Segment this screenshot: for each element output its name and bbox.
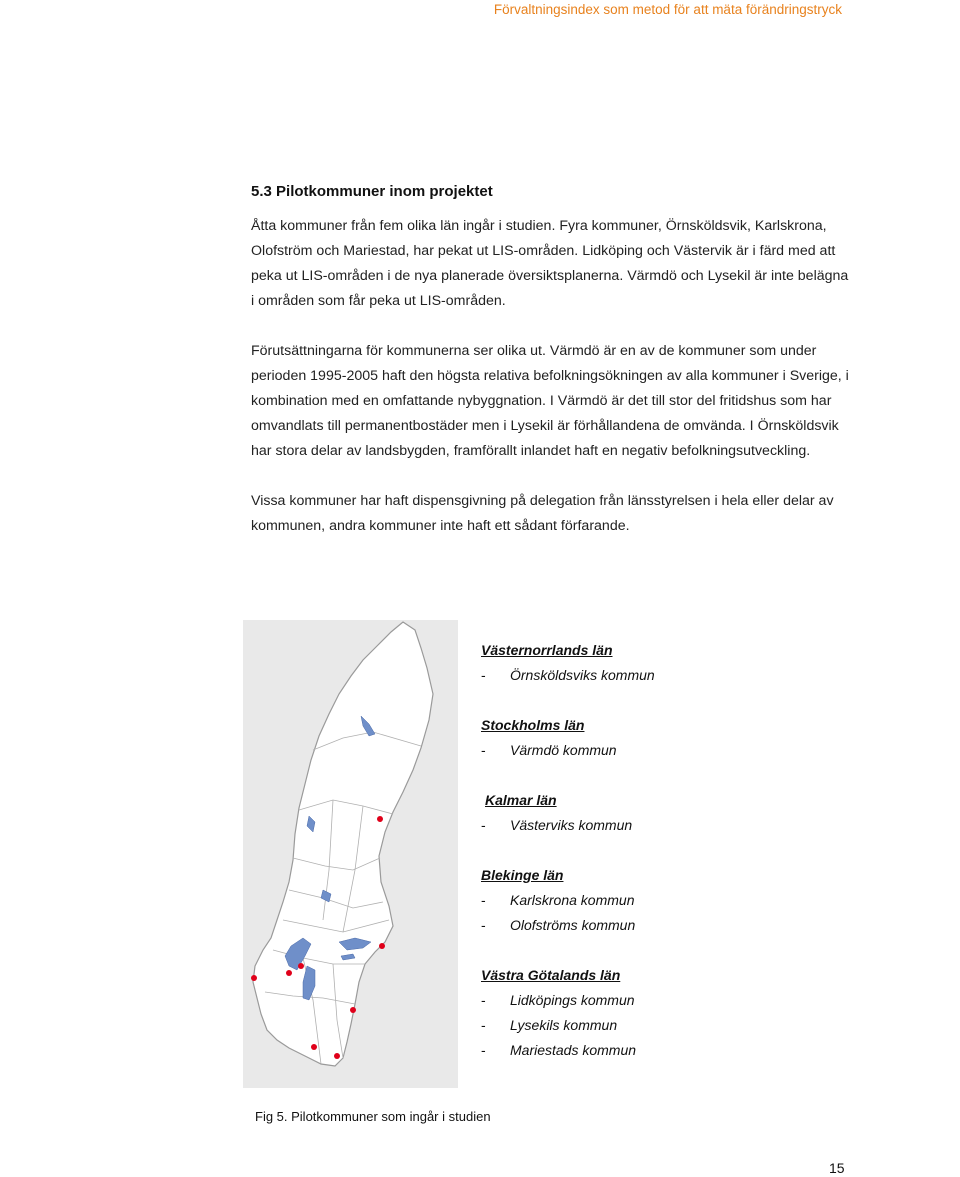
legend-item-label: Karlskrona kommun — [510, 892, 635, 908]
sweden-map-graphic — [243, 620, 458, 1088]
legend-group-kalmar — [481, 788, 841, 838]
legend-item-label: Örnsköldsviks kommun — [510, 667, 655, 683]
legend-item-label: Värmdö kommun — [510, 742, 617, 758]
legend-group-vasternorrland — [481, 638, 841, 688]
marker-karlskrona — [334, 1053, 340, 1059]
marker-lidkoping — [286, 970, 292, 976]
legend-group-title: Stockholms län — [481, 717, 585, 733]
running-header: Förvaltningsindex som metod för att mäta förändringstryck — [493, 2, 842, 17]
legend-dash: - — [481, 667, 486, 683]
marker-lysekil — [251, 975, 257, 981]
legend-group-title: Västernorrlands län — [481, 642, 613, 658]
legend-item — [481, 913, 841, 938]
legend-group-blekinge — [481, 863, 841, 938]
legend-group-vastra-gotaland — [481, 963, 841, 1063]
legend-item-label: Lidköpings kommun — [510, 992, 635, 1008]
section-title: 5.3 Pilotkommuner inom projektet — [251, 183, 493, 200]
marker-vastervik — [350, 1007, 356, 1013]
legend-item — [481, 813, 841, 838]
legend-item-label: Lysekils kommun — [510, 1017, 618, 1033]
legend-group-stockholm — [481, 713, 841, 763]
legend-item-label: Västerviks kommun — [510, 817, 633, 833]
legend-dash: - — [481, 742, 486, 758]
legend-item — [481, 988, 841, 1013]
sweden-map — [243, 620, 458, 1088]
marker-olofstrom — [311, 1044, 317, 1050]
figure-caption: Fig 5. Pilotkommuner som ingår i studien — [255, 1109, 491, 1124]
legend-dash: - — [481, 1017, 486, 1033]
legend-item-label: Olofströms kommun — [510, 917, 636, 933]
paragraph-3: Vissa kommuner har haft dispensgivning på delegation från länsstyrelsen i hela eller delar av kommunen, andra kommuner inte haft ett sådant förfarande. — [251, 493, 834, 534]
sweden-outline — [253, 622, 433, 1066]
main-content — [251, 183, 851, 564]
marker-ornskoldsvik — [377, 816, 383, 822]
legend-group-title: Kalmar län — [485, 792, 557, 808]
legend-dash: - — [481, 917, 486, 933]
figure-legend — [481, 638, 841, 1088]
legend-dash: - — [481, 892, 486, 908]
marker-varmdo — [379, 943, 385, 949]
legend-dash: - — [481, 992, 486, 1008]
paragraph-2: Förutsättningarna för kommunerna ser olika ut. Värmdö är en av de kommuner som under perioden 1995-2005 haft den högsta relativa befolkningsökningen av alla kommuner i Sverige, i kombination med en omfattande nybyggnation. I Värmdö är det till stor del fritidshus som har omvandlats till permanentbostäder men i Lysekil är förhållandena de omvända. I Örnsköldsvik har stora delar av landsbygden, framförallt inlandet haft en negativ befolkningsutveckling. — [251, 343, 849, 459]
legend-item — [481, 663, 841, 688]
page-number: 15 — [829, 1160, 845, 1176]
legend-item — [481, 888, 841, 913]
legend-group-title: Västra Götalands län — [481, 967, 621, 983]
legend-item — [481, 738, 841, 763]
marker-mariestad — [298, 963, 304, 969]
legend-dash: - — [481, 1042, 486, 1058]
legend-item — [481, 1013, 841, 1038]
legend-item-label: Mariestads kommun — [510, 1042, 637, 1058]
legend-group-title: Blekinge län — [481, 867, 564, 883]
paragraph-1: Åtta kommuner från fem olika län ingår i studien. Fyra kommuner, Örnsköldsvik, Karlskrona, Olofström och Mariestad, har pekat ut LIS-områden. Lidköping och Västervik är i färd med att peka ut LIS-områden i de nya planerade översiktsplanerna. Värmdö och Lysekil är inte belägna i områden som får peka ut LIS-områden. — [251, 218, 849, 309]
legend-item — [481, 1038, 841, 1063]
legend-dash: - — [481, 817, 486, 833]
